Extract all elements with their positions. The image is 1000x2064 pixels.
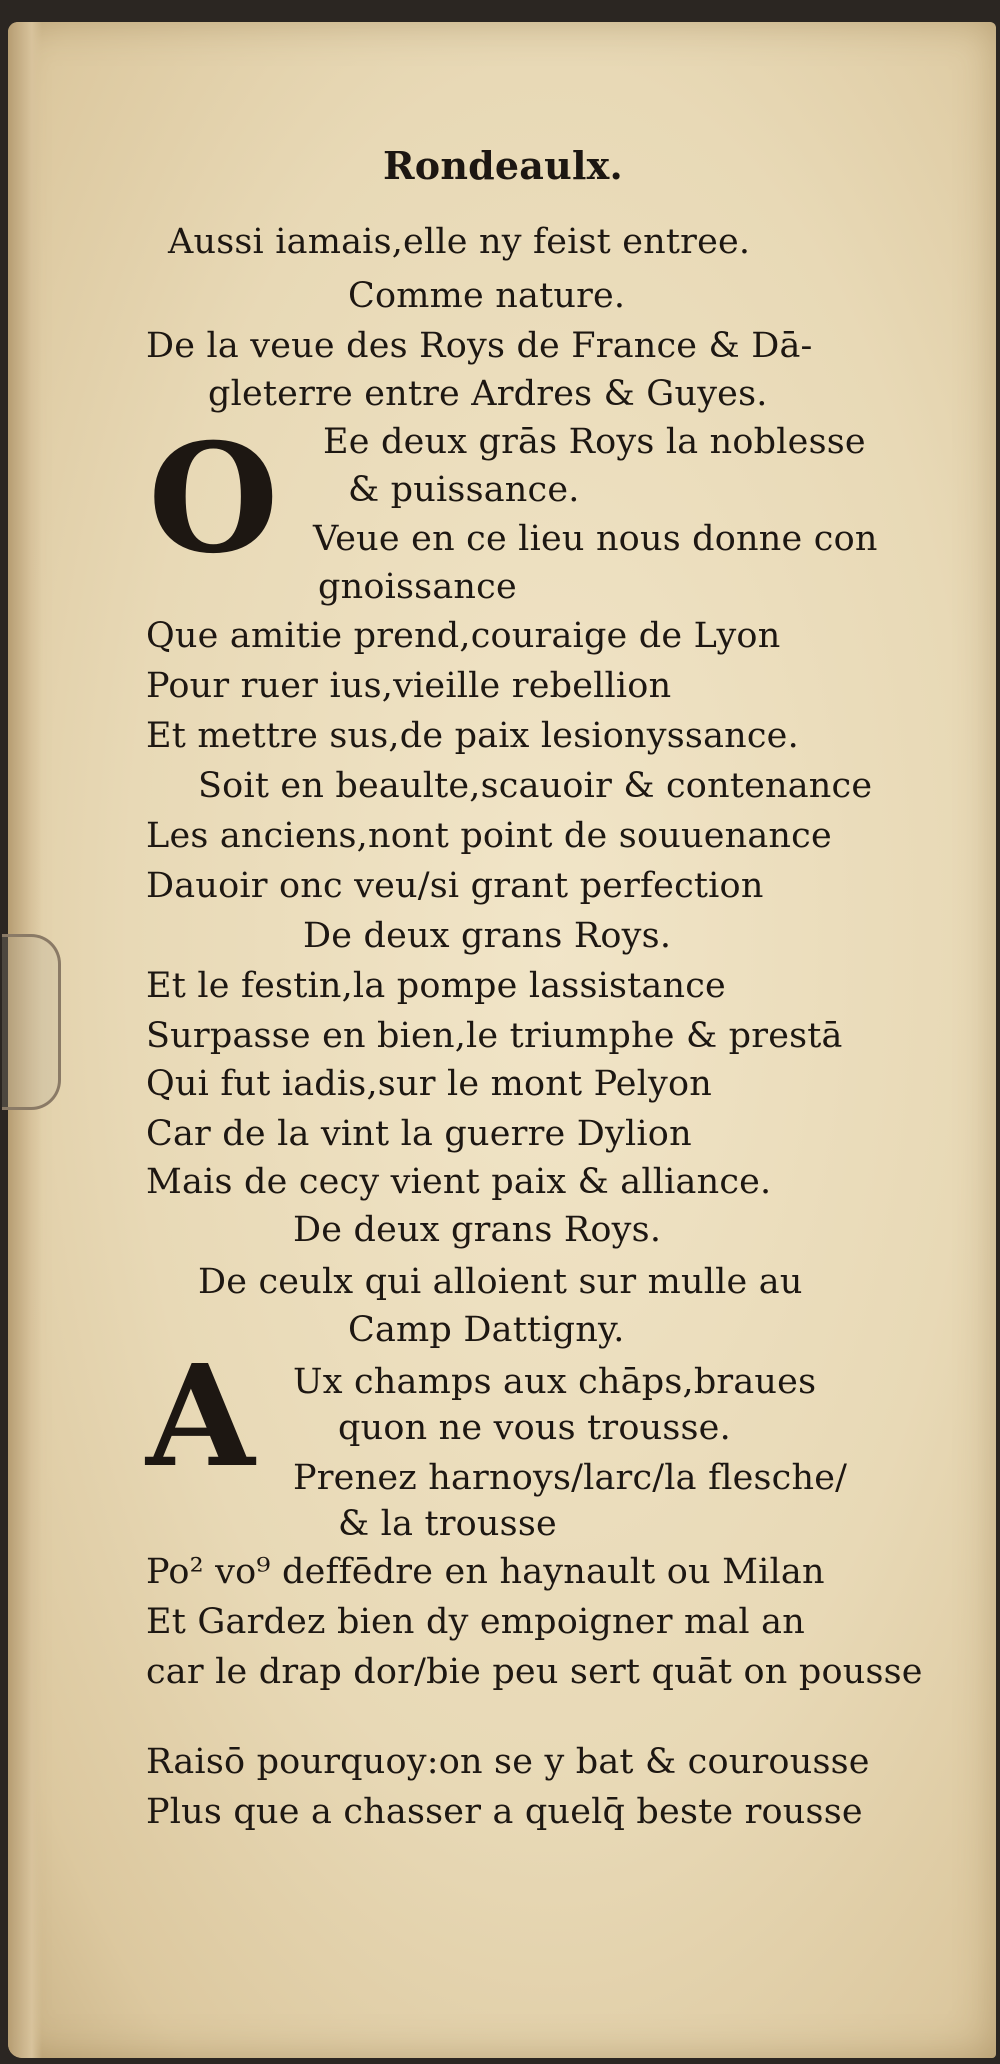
text-line: & puissance. — [348, 470, 580, 510]
page-text — [8, 22, 996, 2058]
text-line: Po² vo⁹ deffēdre en haynault ou Milan — [146, 1552, 825, 1592]
text-line: car le drap dor/bie peu sert quāt on pousse — [146, 1652, 923, 1692]
text-line: Prenez harnoys/larc/la flesche/ — [293, 1458, 848, 1498]
book-page — [8, 22, 996, 2058]
text-line: Aussi iamais,elle ny feist entree. — [168, 222, 751, 262]
text-line: Les anciens,nont point de souuenance — [146, 816, 832, 856]
text-line: quon ne vous trousse. — [338, 1408, 731, 1448]
text-line: Dauoir onc veu/si grant perfection — [146, 866, 764, 906]
text-line: Et Gardez bien dy empoigner mal an — [146, 1602, 805, 1642]
text-line: gnoissance — [318, 567, 517, 607]
text-line: Que amitie prend,couraige de Lyon — [146, 616, 781, 656]
text-line: Comme nature. — [348, 276, 626, 316]
text-line: De ceulx qui alloient sur mulle au — [198, 1262, 803, 1302]
text-line: Qui fut iadis,sur le mont Pelyon — [146, 1064, 713, 1104]
running-header: Rondeaulx. — [383, 143, 623, 188]
text-line: Et mettre sus,de paix lesionyssance. — [146, 716, 799, 756]
text-line: Car de la vint la guerre Dylion — [146, 1114, 692, 1154]
text-line: De deux grans Roys. — [293, 1210, 662, 1250]
text-line: Surpasse en bien,le triumphe & prestā — [146, 1016, 843, 1056]
text-line: Et le festin,la pompe lassistance — [146, 966, 726, 1006]
text-line: Pour ruer ius,vieille rebellion — [146, 666, 672, 706]
text-line: gleterre entre Ardres & Guyes. — [208, 374, 768, 414]
text-line: Veue en ce lieu nous donne con — [313, 519, 878, 559]
text-line: Soit en beaulte,scauoir & contenance — [198, 766, 873, 806]
text-line: Plus que a chasser a quelq̄ beste rousse — [146, 1792, 863, 1832]
text-line: De deux grans Roys. — [303, 916, 672, 956]
text-line: Camp Dattigny. — [348, 1310, 625, 1350]
decorated-initial-a: A — [146, 1335, 255, 1499]
text-line: Mais de cecy vient paix & alliance. — [146, 1162, 772, 1202]
text-line: De la veue des Roys de France & Dā- — [146, 326, 813, 366]
text-line: & la trousse — [338, 1504, 557, 1544]
text-line: Ee deux grās Roys la noblesse — [323, 422, 866, 462]
decorated-initial-o: O — [148, 411, 279, 587]
text-line: Raisō pourquoy:on se y bat & courousse — [146, 1742, 870, 1782]
text-line: Ux champs aux chāps,braues — [293, 1362, 817, 1402]
